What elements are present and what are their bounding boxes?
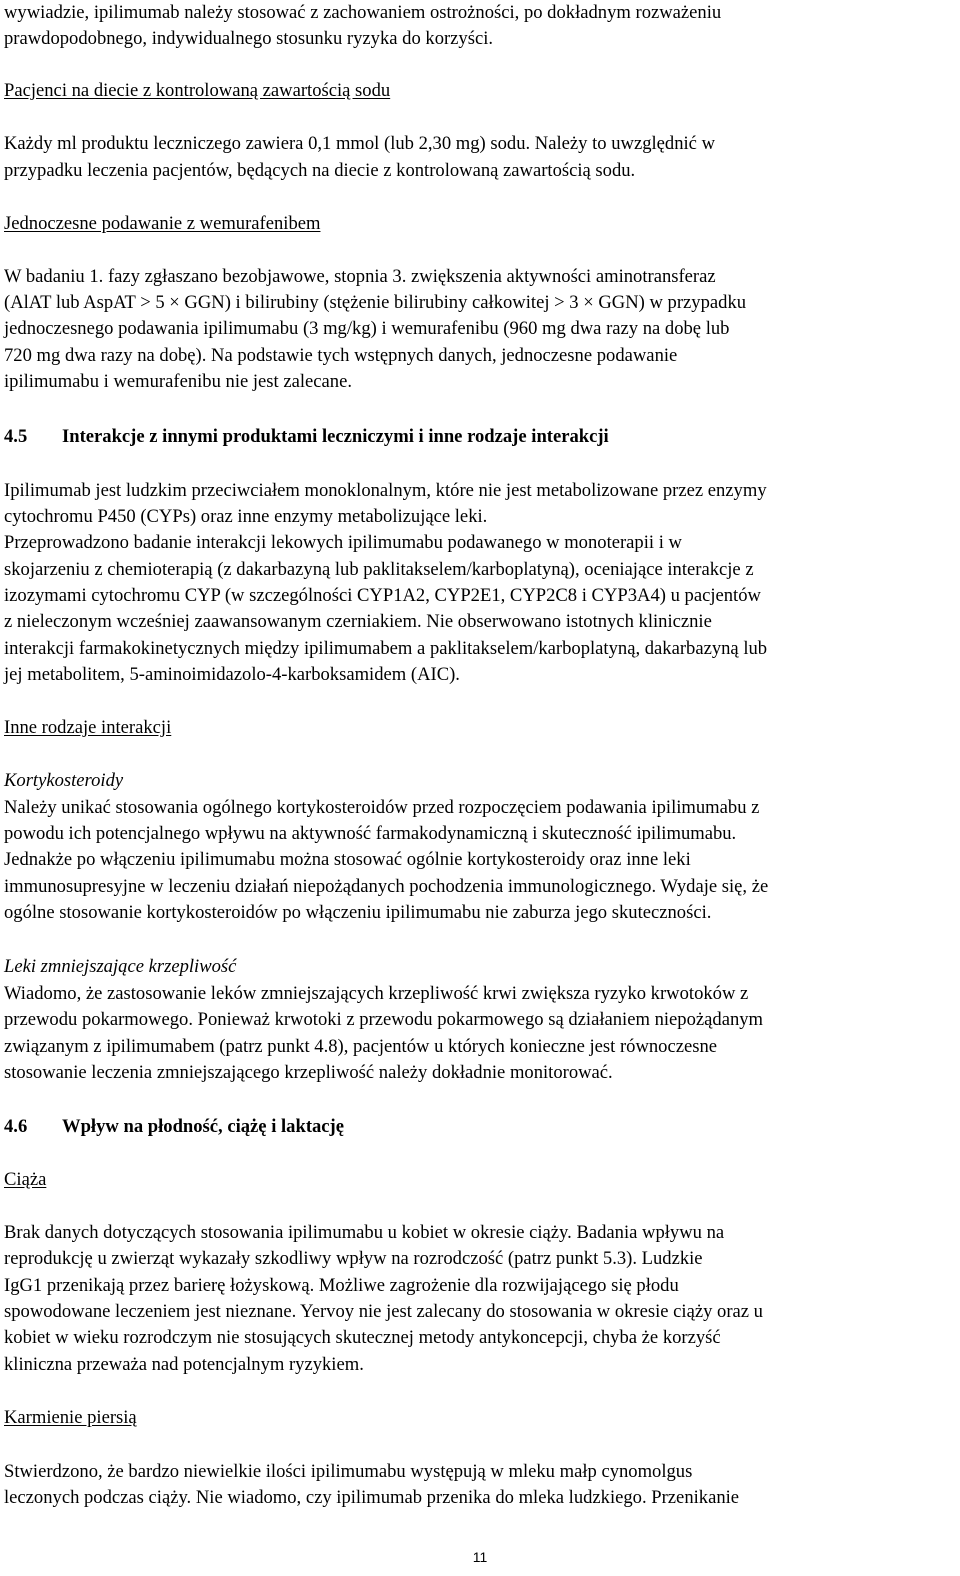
pregnancy-line-3: IgG1 przenikają przez barierę łożyskową. Możliwe zagrożenie dla rozwijającego się płodu: [4, 1275, 679, 1296]
s45-p1-line-2: cytochromu P450 (CYPs) oraz inne enzymy metabolizujące leki.: [4, 506, 488, 527]
sodium-line-1: Każdy ml produktu leczniczego zawiera 0,1 mmol (lub 2,30 mg) sodu. Należy to uwzględnić w: [4, 133, 716, 154]
breastfeeding-heading: Karmienie piersią: [4, 1407, 137, 1428]
vemurafenib-heading: Jednoczesne podawanie z wemurafenibem: [4, 213, 321, 234]
pregnancy-line-5: kobiet w wieku rozrodczym nie stosujących skutecznej metody antykoncepcji, chyba że korzyść: [4, 1327, 721, 1348]
anticoagulants-line-1: Wiadomo, że zastosowanie leków zmniejszających krzepliwość krwi zwiększa ryzyko krwotoków z: [4, 983, 749, 1004]
anticoagulants-line-4: stosowanie leczenia zmniejszającego krzepliwość należy dokładnie monitorować.: [4, 1062, 613, 1083]
corticosteroids-line-1: Należy unikać stosowania ogólnego kortykosteroidów przed rozpoczęciem podawania ipilimumabu z: [4, 797, 760, 818]
pregnancy-heading: Ciąża: [4, 1169, 47, 1190]
other-interactions-heading: Inne rodzaje interakcji: [4, 717, 172, 738]
corticosteroids-heading: Kortykosteroidy: [4, 770, 124, 791]
vemurafenib-line-3: jednoczesnego podawania ipilimumabu (3 mg/kg) i wemurafenibu (960 mg dwa razy na dobę lub: [4, 318, 730, 339]
sodium-line-2: przypadku leczenia pacjentów, będących na diecie z kontrolowaną zawartością sodu.: [4, 160, 636, 181]
breastfeeding-line-1: Stwierdzono, że bardzo niewielkie ilości ipilimumabu występują w mleku małp cynomolgus: [4, 1461, 693, 1482]
corticosteroids-line-3: Jednakże po włączeniu ipilimumabu można stosować ogólnie kortykosteroidy oraz inne leki: [4, 849, 691, 870]
section-4-5-title: Interakcje z innymi produktami leczniczymi i inne rodzaje interakcji: [62, 426, 609, 447]
vemurafenib-line-5: ipilimumabu i wemurafenibu nie jest zalecane.: [4, 371, 352, 392]
intro-line-1: wywiadzie, ipilimumab należy stosować z zachowaniem ostrożności, po dokładnym rozważeniu: [4, 2, 722, 23]
corticosteroids-line-4: immunosupresyjne w leczeniu działań niepożądanych pochodzenia immunologicznego. Wydaje się, że: [4, 876, 769, 897]
sodium-heading: Pacjenci na diecie z kontrolowaną zawartością sodu: [4, 80, 391, 101]
pregnancy-line-1: Brak danych dotyczących stosowania ipilimumabu u kobiet w okresie ciąży. Badania wpływu na: [4, 1222, 725, 1243]
s45-p1-line-1: Ipilimumab jest ludzkim przeciwciałem monoklonalnym, które nie jest metabolizowane przez enzymy: [4, 480, 767, 501]
s45-p2-line-1: Przeprowadzono badanie interakcji lekowych ipilimumabu podawanego w monoterapii i w: [4, 532, 682, 553]
anticoagulants-heading: Leki zmniejszające krzepliwość: [4, 956, 237, 977]
vemurafenib-line-4: 720 mg dwa razy na dobę). Na podstawie tych wstępnych danych, jednoczesne podawanie: [4, 345, 678, 366]
pregnancy-line-4: spowodowane leczeniem jest nieznane. Yervoy nie jest zalecany do stosowania w okresie ciąży oraz u: [4, 1301, 763, 1322]
corticosteroids-line-2: powodu ich potencjalnego wpływu na aktywność farmakodynamiczną i skuteczność ipilimumabu.: [4, 823, 737, 844]
breastfeeding-line-2: leczonych podczas ciąży. Nie wiadomo, czy ipilimumab przenika do mleka ludzkiego. Przenikanie: [4, 1487, 740, 1508]
anticoagulants-line-2: przewodu pokarmowego. Ponieważ krwotoki z przewodu pokarmowego są działaniem niepożądanym: [4, 1009, 764, 1030]
anticoagulants-line-3: związanym z ipilimumabem (patrz punkt 4.8), pacjentów u których konieczne jest równoczesne: [4, 1036, 718, 1057]
section-4-5-number: 4.5: [4, 426, 28, 447]
section-4-6-number: 4.6: [4, 1116, 28, 1137]
pregnancy-line-6: kliniczna przeważa nad potencjalnym ryzykiem.: [4, 1354, 364, 1375]
s45-p2-line-6: jej metabolitem, 5-aminoimidazolo-4-karboksamidem (AIC).: [4, 664, 460, 685]
page-number: 11: [472, 1549, 488, 1565]
s45-p2-line-4: z nieleczonym wcześniej zaawansowanym czerniakiem. Nie obserwowano istotnych klinicznie: [4, 611, 712, 632]
vemurafenib-line-2: (AlAT lub AspAT > 5 × GGN) i bilirubiny (stężenie bilirubiny całkowitej > 3 × GGN) w przypadku: [4, 292, 747, 313]
vemurafenib-line-1: W badaniu 1. fazy zgłaszano bezobjawowe, stopnia 3. zwiększenia aktywności aminotransferaz: [4, 266, 716, 287]
intro-line-2: prawdopodobnego, indywidualnego stosunku ryzyka do korzyści.: [4, 28, 494, 49]
s45-p2-line-5: interakcji farmakokinetycznych między ipilimumabem a paklitakselem/karboplatyną, dakarbazyną lub: [4, 638, 768, 659]
s45-p2-line-2: skojarzeniu z chemioterapią (z dakarbazyną lub paklitakselem/karboplatyną), oceniające interakcje z: [4, 559, 754, 580]
section-4-6-title: Wpływ na płodność, ciążę i laktację: [62, 1116, 345, 1137]
s45-p2-line-3: izozymami cytochromu CYP (w szczególności CYP1A2, CYP2E1, CYP2C8 i CYP3A4) u pacjentów: [4, 585, 761, 606]
pregnancy-line-2: reprodukcję u zwierząt wykazały szkodliwy wpływ na rozrodczość (patrz punkt 5.3). Ludzkie: [4, 1248, 703, 1269]
corticosteroids-line-5: ogólne stosowanie kortykosteroidów po włączeniu ipilimumabu nie zaburza jego skuteczności.: [4, 902, 712, 923]
